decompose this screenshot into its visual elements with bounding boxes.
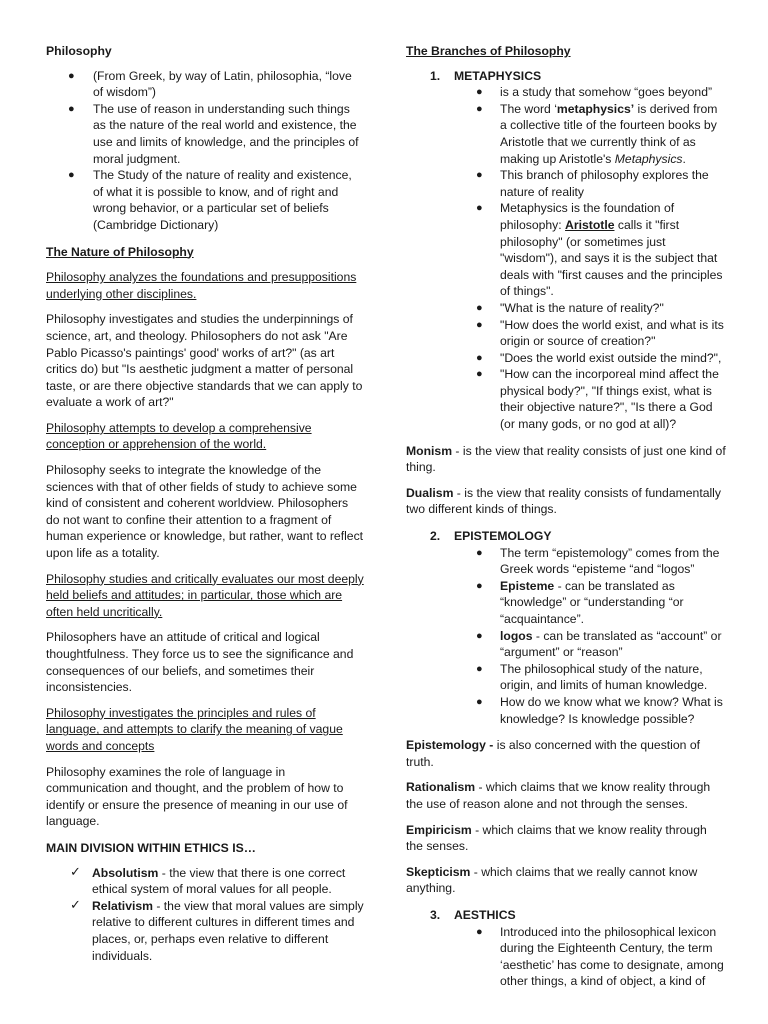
bullet-icon: ● bbox=[476, 86, 483, 99]
nature-paragraph-3: Philosophers have an attitude of critical and logical thoughtfulness. They force us to see the significance and consequences of our beliefs, and sometimes their inconsistencies. bbox=[46, 630, 354, 695]
branch-metaphysics-heading: 1. METAPHYSICS bbox=[430, 68, 542, 83]
bullet-icon: ● bbox=[476, 102, 483, 115]
nature-statement-4: Philosophy investigates the principles and rules of language, and attempts to clarify the meaning of vague words and concepts bbox=[46, 705, 343, 753]
bullet-icon: ● bbox=[476, 695, 483, 708]
list-item: ● "Does the world exist outside the mind?", bbox=[476, 350, 722, 365]
list-item: ✓ Relativism - the view that moral values are simply relative to different cultures in different times and places, or, perhaps even relative to different individuals. bbox=[70, 896, 364, 963]
nature-paragraph-2: Philosophy seeks to integrate the knowledge of the sciences with that of other fields of study to achieve some kind of consistent and coherent worldview. Philosophers do not want to confine their attention to a fragment of human experience or knowledge, but rather, want to reflect upon life as a totality. bbox=[46, 463, 364, 561]
metaphysics-list bbox=[406, 84, 726, 432]
monism-definition: Monism - is the view that reality consists of just one kind of thing. bbox=[406, 443, 726, 475]
nature-statement-3: Philosophy studies and critically evaluates our most deeply held beliefs and attitudes; in particular, those which are often held uncritically. bbox=[46, 571, 364, 619]
list-item: ● "What is the nature of reality?" bbox=[476, 300, 664, 315]
list-item: ● The use of reason in understanding such things as the nature of the real world and existence, the use and limits of knowledge, and the principles of moral judgment. bbox=[68, 101, 359, 166]
bullet-icon: ● bbox=[68, 69, 75, 82]
ethics-heading: MAIN DIVISION WITHIN ETHICS IS… bbox=[46, 840, 256, 855]
aesthetics-list bbox=[406, 924, 726, 990]
nature-paragraph-4: Philosophy examines the role of language in communication and thought, and the problem of how to identify or ensure the presence of meaning in our use of language. bbox=[46, 764, 348, 829]
rationalism-definition: Rationalism - which claims that we know reality through the use of reason alone and not through the senses. bbox=[406, 780, 711, 811]
checkmark-icon: ✓ bbox=[70, 896, 81, 912]
dualism-definition: Dualism - is the view that reality consists of fundamentally two different kinds of things. bbox=[406, 485, 721, 517]
epistemology-definition: Epistemology - is also concerned with the question of truth. bbox=[406, 738, 700, 769]
epistemology-list bbox=[406, 545, 726, 728]
bullet-icon: ● bbox=[476, 629, 483, 642]
empiricism-definition: Empiricism - which claims that we know reality through the senses. bbox=[406, 822, 707, 854]
nature-statement-2: Philosophy attempts to develop a comprehensive conception or apprehension of the world. bbox=[46, 420, 312, 452]
list-item: ● How do we know what we know? What is knowledge? Is knowledge possible? bbox=[476, 694, 723, 726]
checkmark-icon: ✓ bbox=[70, 863, 81, 879]
right-column bbox=[406, 42, 726, 990]
bullet-icon: ● bbox=[476, 169, 483, 182]
nature-heading: The Nature of Philosophy bbox=[46, 244, 194, 259]
list-item: ● Metaphysics is the foundation of philosophy: Aristotle calls it "first philosophy" (or sometimes just "wisdom"), and says it is the subject that deals with "first causes and the principles of things". bbox=[476, 201, 723, 299]
list-item: ● The term “epistemology” comes from the Greek words “episteme “and “logos” bbox=[476, 545, 720, 577]
list-item: ● Episteme - can be translated as “knowledge” or “understanding “or “acquaintance”. bbox=[476, 578, 684, 626]
list-item: ● This branch of philosophy explores the nature of reality bbox=[476, 168, 709, 199]
list-item: ● (From Greek, by way of Latin, philosophia, “love of wisdom”) bbox=[68, 68, 352, 100]
bullet-icon: ● bbox=[476, 368, 483, 381]
bullet-icon: ● bbox=[476, 546, 483, 559]
list-item: ● is a study that somehow “goes beyond” bbox=[476, 85, 713, 100]
branch-aesthetics-heading: 3. AESTHICS bbox=[430, 907, 516, 922]
bullet-icon: ● bbox=[476, 202, 483, 215]
bullet-icon: ● bbox=[476, 301, 483, 314]
bullet-icon: ● bbox=[476, 579, 483, 592]
definitions-list bbox=[46, 68, 364, 234]
list-item: ● The word ‘metaphysics’ is derived from a collective title of the fourteen books by Aristotle that we currently think of as making up Aristotle's Metaphysics. bbox=[476, 101, 718, 166]
left-column bbox=[46, 42, 364, 964]
bullet-icon: ● bbox=[476, 351, 483, 364]
list-item: ● The Study of the nature of reality and existence, of what it is possible to know, and of right and wrong behavior, or a particular set of beliefs (Cambridge Dictionary) bbox=[68, 168, 352, 232]
nature-statement-1: Philosophy analyzes the foundations and presuppositions underlying other disciplines. bbox=[46, 270, 357, 301]
branches-heading: The Branches of Philosophy bbox=[406, 44, 571, 58]
bullet-icon: ● bbox=[68, 169, 75, 182]
bullet-icon: ● bbox=[476, 662, 483, 675]
list-item: ● "How can the incorporeal mind affect the physical body?", "If things exist, what is their objective nature?", "Is there a God (or many gods, or no god at all)? bbox=[476, 367, 719, 432]
list-item: ● Introduced into the philosophical lexicon during the Eighteenth Century, the term ‘aesthetic’ has come to designate, among other things, a kind of object, a kind of bbox=[476, 924, 724, 989]
bullet-icon: ● bbox=[68, 102, 75, 115]
list-item: ● "How does the world exist, and what is its origin or source of creation?" bbox=[476, 317, 724, 349]
philosophy-heading: Philosophy bbox=[46, 44, 112, 58]
nature-paragraph-1: Philosophy investigates and studies the underpinnings of science, art, and theology. Philosophers do not ask "Are Pablo Picasso's paintings' good' works of art?" (as art critics do) but "Is aesthetic judgment a matter of personal taste, or are there objective standards that we can apply to evaluate a work of art?" bbox=[46, 312, 363, 410]
list-item: ✓ Absolutism - the view that there is one correct ethical system of moral values for all people. bbox=[70, 863, 346, 897]
list-item: ● logos - can be translated as “account” or “argument” or “reason” bbox=[476, 628, 722, 660]
skepticism-definition: Skepticism - which claims that we really cannot know anything. bbox=[406, 864, 698, 896]
bullet-icon: ● bbox=[476, 318, 483, 331]
list-item: ● The philosophical study of the nature, origin, and limits of human knowledge. bbox=[476, 661, 708, 693]
branch-epistemology-heading: 2. EPISTEMOLOGY bbox=[430, 529, 552, 544]
ethics-list bbox=[46, 865, 364, 965]
bullet-icon: ● bbox=[476, 925, 483, 938]
